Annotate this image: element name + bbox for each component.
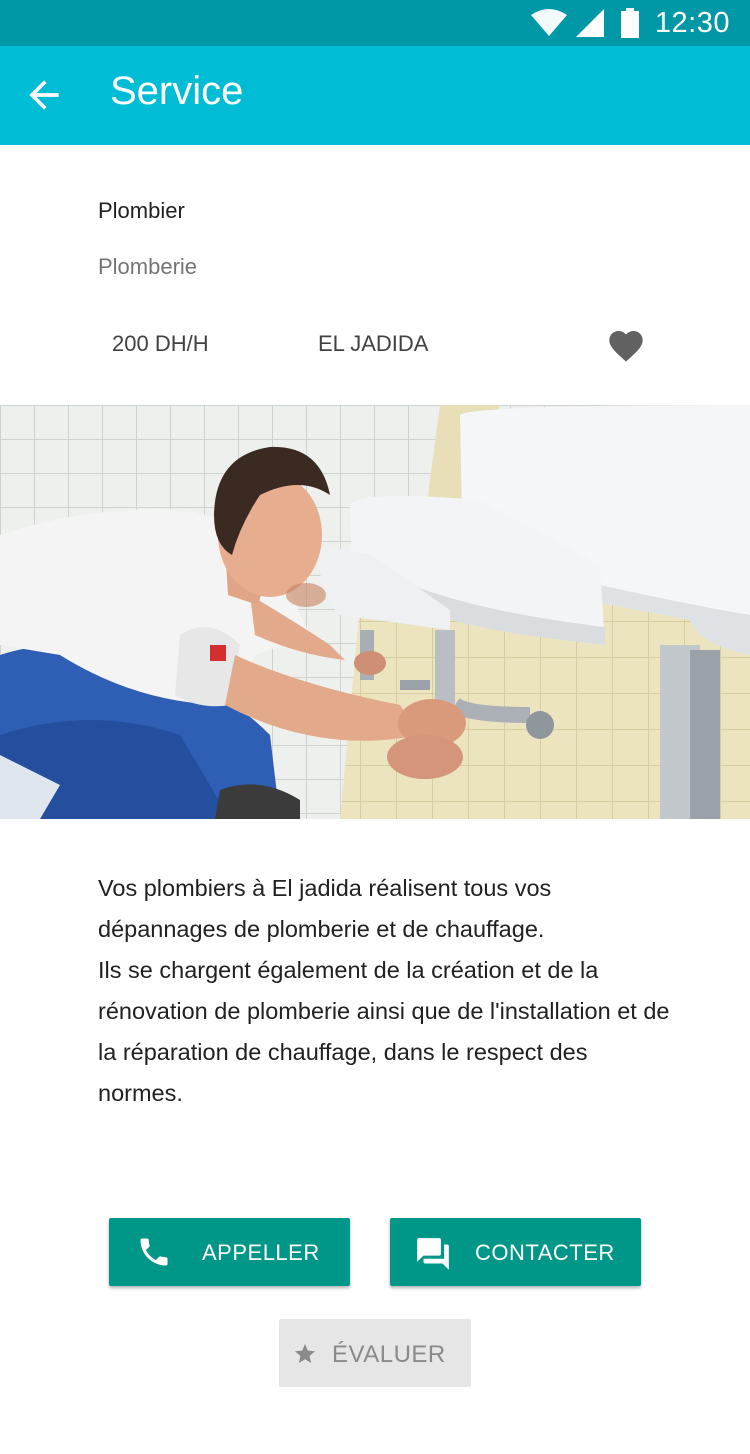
service-city: EL JADIDA xyxy=(318,331,429,356)
service-category: Plomberie xyxy=(98,254,198,279)
page-title: Service xyxy=(110,69,244,113)
call-button-label: APPELLER xyxy=(202,1240,320,1265)
phone-icon xyxy=(136,1234,172,1270)
rate-button[interactable] xyxy=(279,1319,471,1387)
heart-icon xyxy=(606,326,646,366)
back-button[interactable] xyxy=(22,73,66,117)
arrow-back-icon xyxy=(22,73,66,117)
chat-icon xyxy=(414,1235,452,1273)
service-name: Plombier xyxy=(98,198,185,223)
signal-icon xyxy=(575,8,605,38)
app-bar xyxy=(0,46,750,145)
service-description: Vos plombiers à El jadida réalisent tous vos dépannages de plomberie et de chauffage. Ils se chargent également de la création et de la rénovation de plomberie ainsi que de l'installation et de la réparation de chauffage, dans le respect des normes. xyxy=(98,875,670,1106)
status-icons xyxy=(531,0,730,46)
call-button[interactable] xyxy=(109,1218,350,1286)
status-bar xyxy=(0,0,750,46)
status-time: 12:30 xyxy=(654,6,730,39)
contact-button[interactable] xyxy=(390,1218,641,1286)
favorite-button[interactable] xyxy=(606,326,646,366)
service-price: 200 DH/H xyxy=(112,331,209,356)
battery-icon xyxy=(621,8,639,38)
contact-button-label: CONTACTER xyxy=(475,1240,615,1265)
wifi-icon xyxy=(531,9,567,37)
service-photo xyxy=(0,405,750,819)
rate-button-label: ÉVALUER xyxy=(332,1341,446,1368)
star-icon xyxy=(293,1342,317,1366)
